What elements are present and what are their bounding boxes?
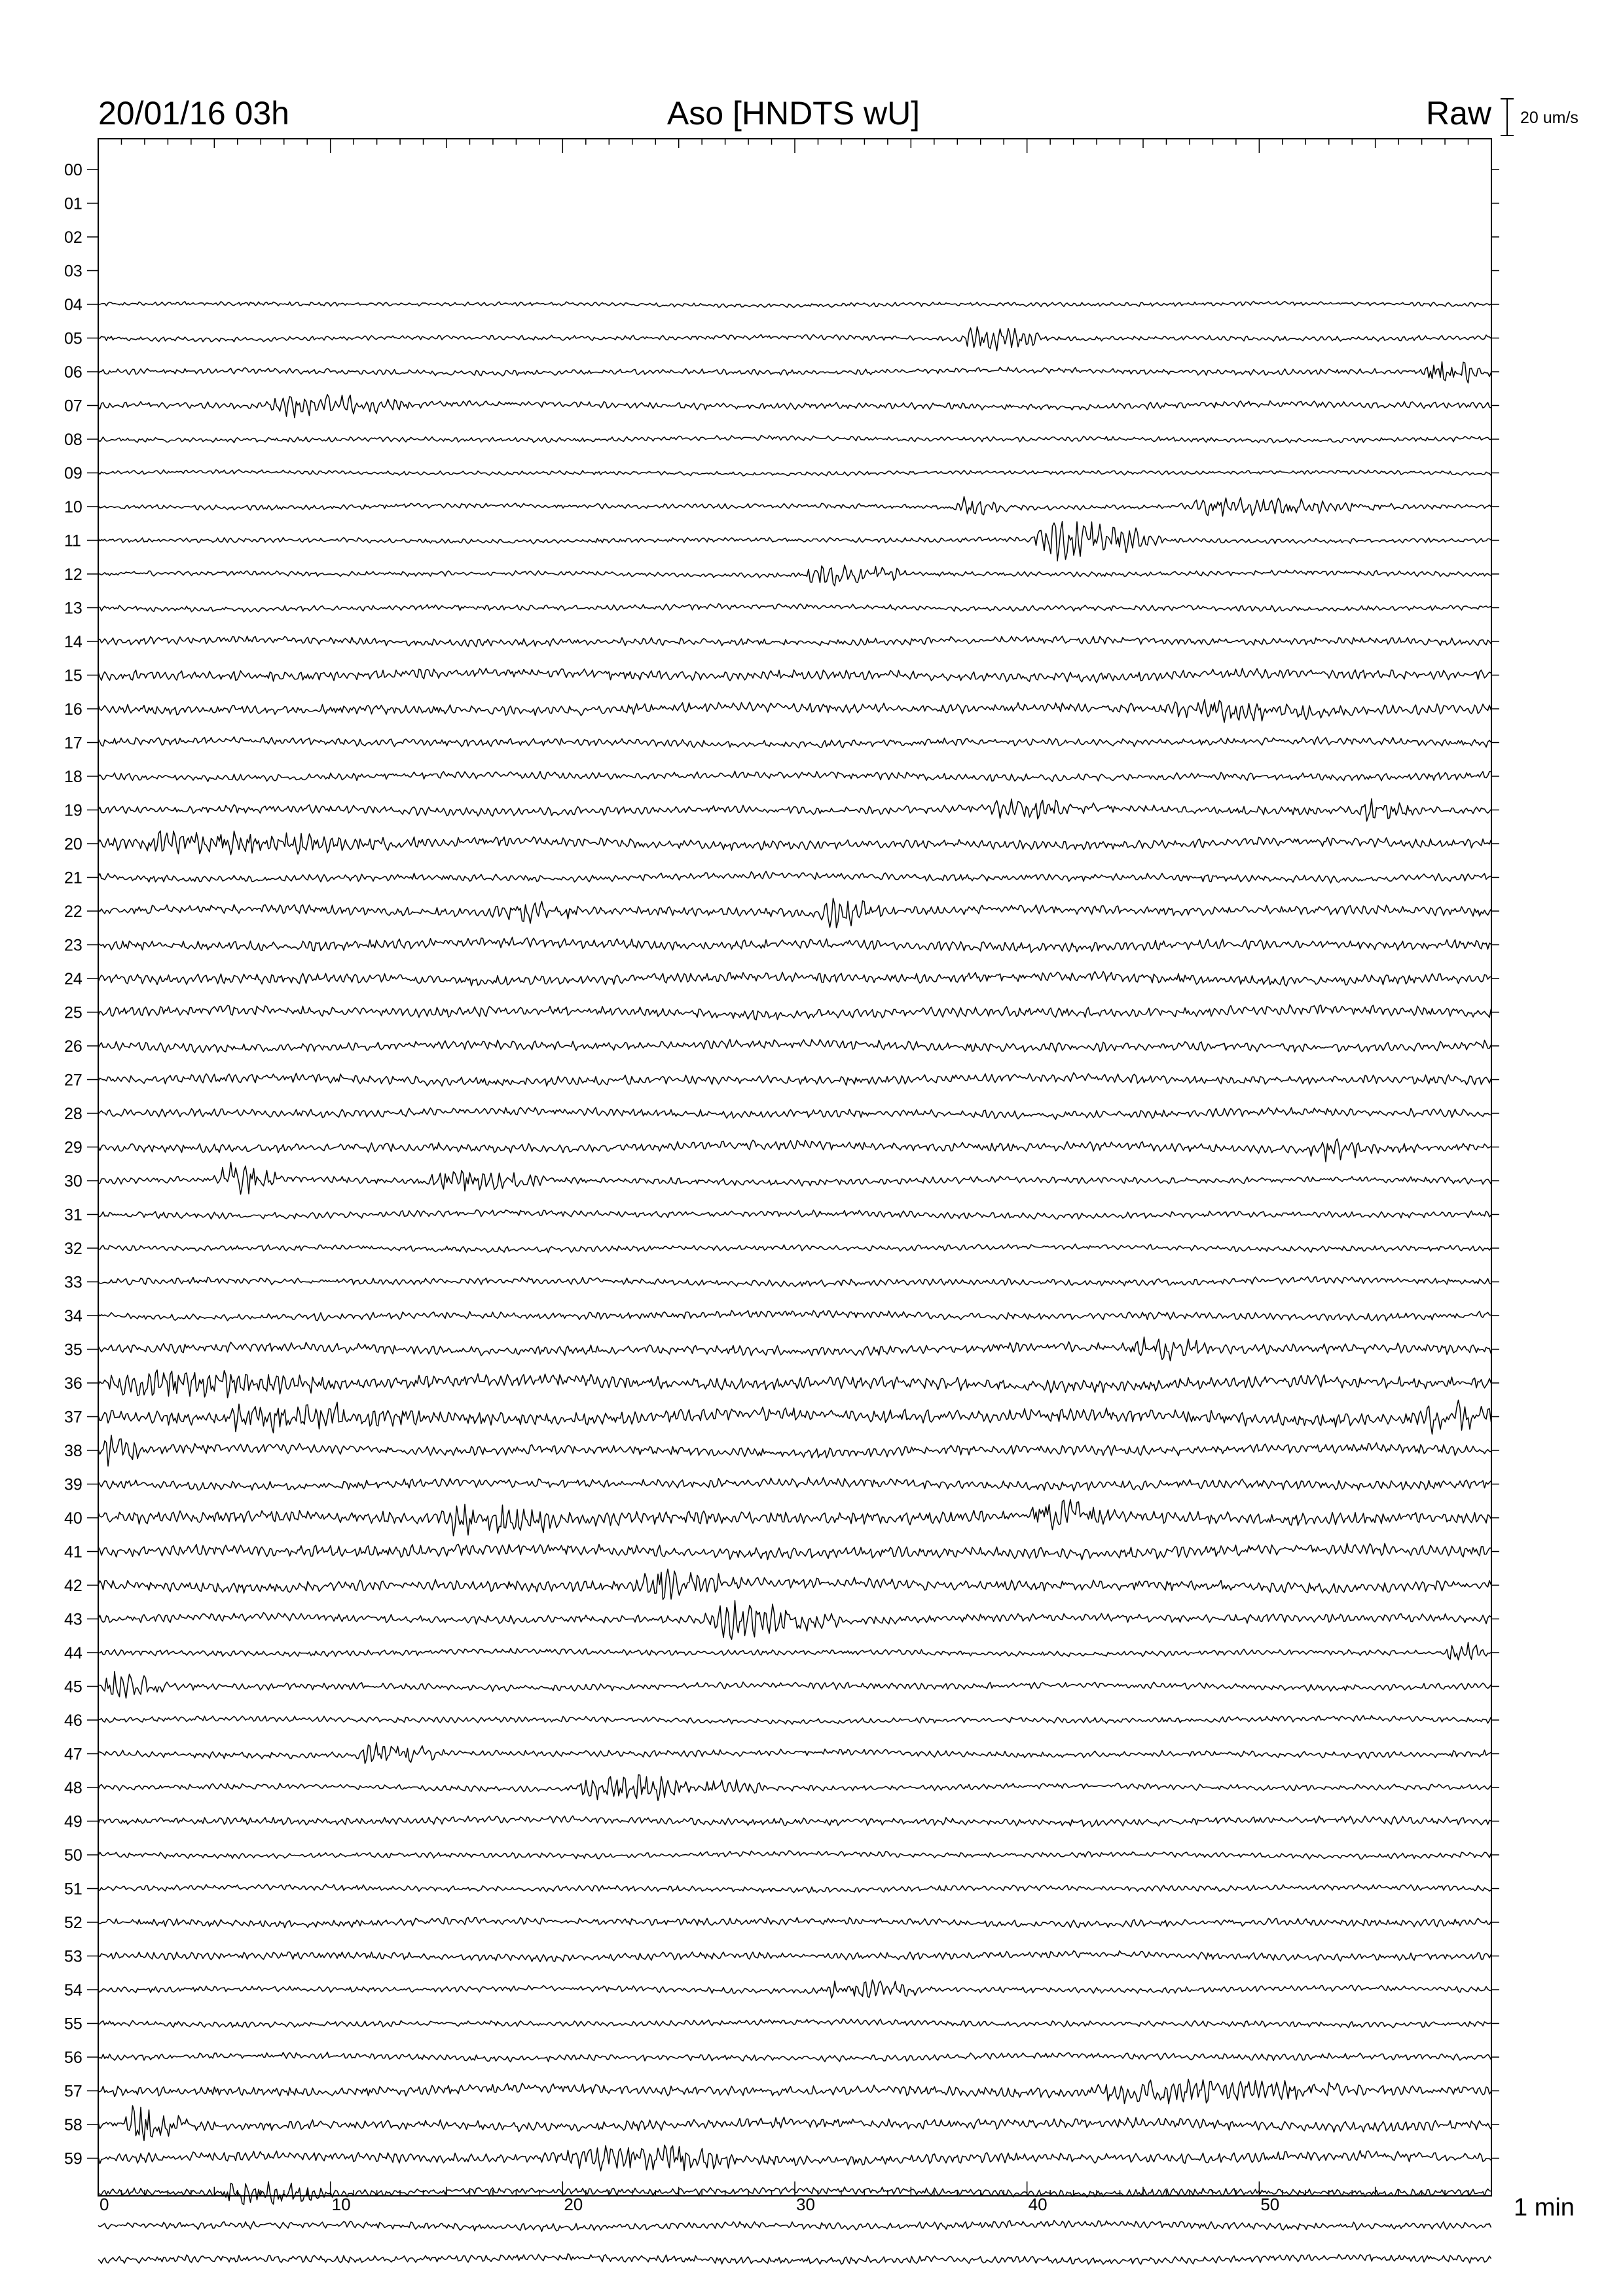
row-label: 51 bbox=[64, 1880, 82, 1899]
mode-label: Raw bbox=[1425, 95, 1491, 132]
row-label: 53 bbox=[64, 1947, 82, 1966]
row-label: 26 bbox=[64, 1037, 82, 1056]
row-label: 44 bbox=[64, 1644, 82, 1662]
row-label: 21 bbox=[64, 869, 82, 888]
x-tick-label: 10 bbox=[331, 2195, 351, 2214]
row-label: 13 bbox=[64, 599, 82, 618]
row-label: 31 bbox=[64, 1206, 82, 1225]
x-tick-label: 20 bbox=[564, 2195, 583, 2214]
row-label: 34 bbox=[64, 1307, 82, 1325]
row-label: 50 bbox=[64, 1846, 82, 1865]
row-label: 25 bbox=[64, 1003, 82, 1022]
row-label: 22 bbox=[64, 903, 82, 921]
row-label: 15 bbox=[64, 666, 82, 685]
x-tick-label: 50 bbox=[1260, 2195, 1280, 2214]
x-tick-label: 0 bbox=[100, 2195, 109, 2214]
row-label: 29 bbox=[64, 1138, 82, 1157]
row-label: 48 bbox=[64, 1779, 82, 1797]
row-label: 58 bbox=[64, 2116, 82, 2134]
row-label: 38 bbox=[64, 1442, 82, 1460]
row-label: 18 bbox=[64, 768, 82, 786]
x-tick-label: 40 bbox=[1028, 2195, 1048, 2214]
row-label: 43 bbox=[64, 1610, 82, 1629]
row-label: 54 bbox=[64, 1981, 82, 2000]
row-label: 47 bbox=[64, 1745, 82, 1764]
row-label: 10 bbox=[64, 498, 82, 516]
row-label: 35 bbox=[64, 1340, 82, 1359]
row-label: 17 bbox=[64, 734, 82, 753]
row-label: 45 bbox=[64, 1677, 82, 1696]
row-label: 57 bbox=[64, 2082, 82, 2101]
row-label: 01 bbox=[64, 194, 82, 213]
row-label: 14 bbox=[64, 633, 82, 651]
row-label: 37 bbox=[64, 1408, 82, 1427]
row-label: 59 bbox=[64, 2149, 82, 2168]
scale-label: 20 um/s bbox=[1520, 109, 1578, 127]
row-label: 12 bbox=[64, 565, 82, 584]
row-label: 04 bbox=[64, 296, 82, 314]
row-label: 27 bbox=[64, 1071, 82, 1090]
row-label: 46 bbox=[64, 1712, 82, 1730]
row-label: 19 bbox=[64, 801, 82, 820]
row-label: 06 bbox=[64, 363, 82, 382]
row-label: 36 bbox=[64, 1374, 82, 1393]
row-label: 20 bbox=[64, 835, 82, 853]
x-axis-unit-label: 1 min bbox=[1514, 2194, 1575, 2221]
row-label: 41 bbox=[64, 1543, 82, 1562]
row-label: 55 bbox=[64, 2015, 82, 2034]
row-label: 02 bbox=[64, 228, 82, 247]
row-label: 28 bbox=[64, 1105, 82, 1123]
row-label: 40 bbox=[64, 1509, 82, 1528]
row-label: 09 bbox=[64, 464, 82, 483]
x-tick-label: 30 bbox=[796, 2195, 815, 2214]
row-label: 11 bbox=[64, 531, 81, 550]
row-label: 52 bbox=[64, 1914, 82, 1932]
row-label: 23 bbox=[64, 936, 82, 955]
row-label: 24 bbox=[64, 970, 82, 988]
row-label: 56 bbox=[64, 2049, 82, 2067]
datetime-label: 20/01/16 03h bbox=[98, 95, 289, 132]
row-label: 33 bbox=[64, 1273, 82, 1292]
row-label: 05 bbox=[64, 329, 82, 348]
row-label: 07 bbox=[64, 397, 82, 416]
row-label: 03 bbox=[64, 262, 82, 281]
row-label: 39 bbox=[64, 1475, 82, 1494]
station-title: Aso [HNDTS wU] bbox=[666, 95, 921, 132]
row-label: 32 bbox=[64, 1240, 82, 1258]
row-label: 00 bbox=[64, 161, 82, 179]
row-label: 16 bbox=[64, 700, 82, 719]
row-label: 08 bbox=[64, 431, 82, 449]
row-label: 49 bbox=[64, 1812, 82, 1831]
row-label: 42 bbox=[64, 1577, 82, 1595]
row-label: 30 bbox=[64, 1172, 82, 1191]
